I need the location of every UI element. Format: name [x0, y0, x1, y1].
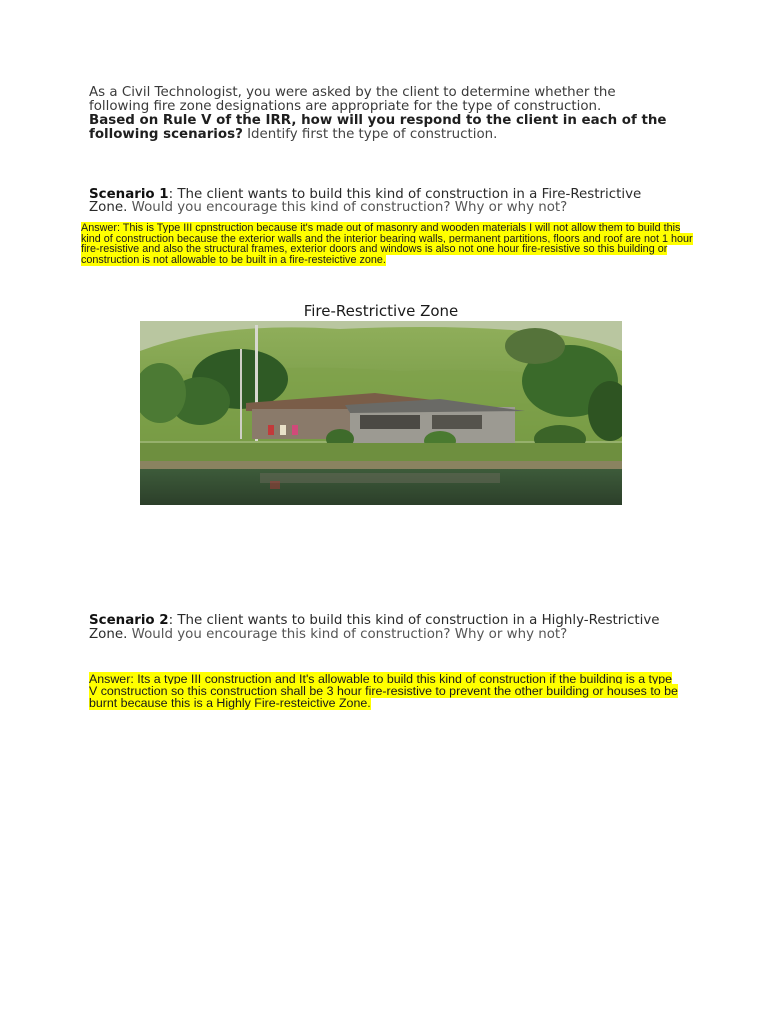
- scenario-2-label: Scenario 2: [89, 613, 169, 628]
- house-photo: [140, 321, 622, 505]
- instructions: [89, 86, 679, 142]
- image-title: Fire-Restrictive Zone: [303, 302, 459, 320]
- scenario-1-answer: [81, 223, 701, 266]
- scenario-1-answer-text: Answer: This is Type III cpnstruction because it's made out of masonry and wooden materials I will not allow them to build this kind of construction because the exterior walls and the interior bearing walls, permanent partitions, floors and roof are not 1 hour fire-resistive and also the structural frames, exterior doors and windows is also not one hour fire-resistive so this building or construction is not allowable to be built in a fire-resteictive zone.: [81, 222, 693, 267]
- scenario-2: [89, 614, 679, 642]
- instructions-tail: Identify first the type of construction.: [242, 127, 498, 142]
- scenario-1-question: Would you encourage this kind of construction? Why or why not?: [127, 200, 568, 215]
- instructions-bold: Based on Rule V of the IRR, how will you respond to the client in each of the following scenarios?: [89, 113, 667, 142]
- instructions-text: As a Civil Technologist, you were asked by the client to determine whether the following fire zone designations are appropriate for the type of construction.: [89, 85, 616, 114]
- scenario-1: [89, 188, 679, 214]
- scenario-2-text: : The client wants to build this kind of construction in a Highly-Restrictive Zone.: [89, 613, 660, 642]
- scenario-1-text: : The client wants to build this kind of construction in a Fire-Restrictive Zone.: [89, 187, 642, 215]
- scenario-2-question: Would you encourage this kind of construction? Why or why not?: [127, 627, 568, 642]
- scenario-2-answer-text: Answer: Its a type III construction and It's allowable to build this kind of construction if the building is a type V construction so this construction shall be 3 hour fire-resistive to prevent the other building or houses to be burnt because this is a Highly Fire-resteictive Zone.: [89, 672, 678, 710]
- scenario-1-label: Scenario 1: [89, 187, 169, 202]
- scenario-2-answer: [89, 674, 679, 709]
